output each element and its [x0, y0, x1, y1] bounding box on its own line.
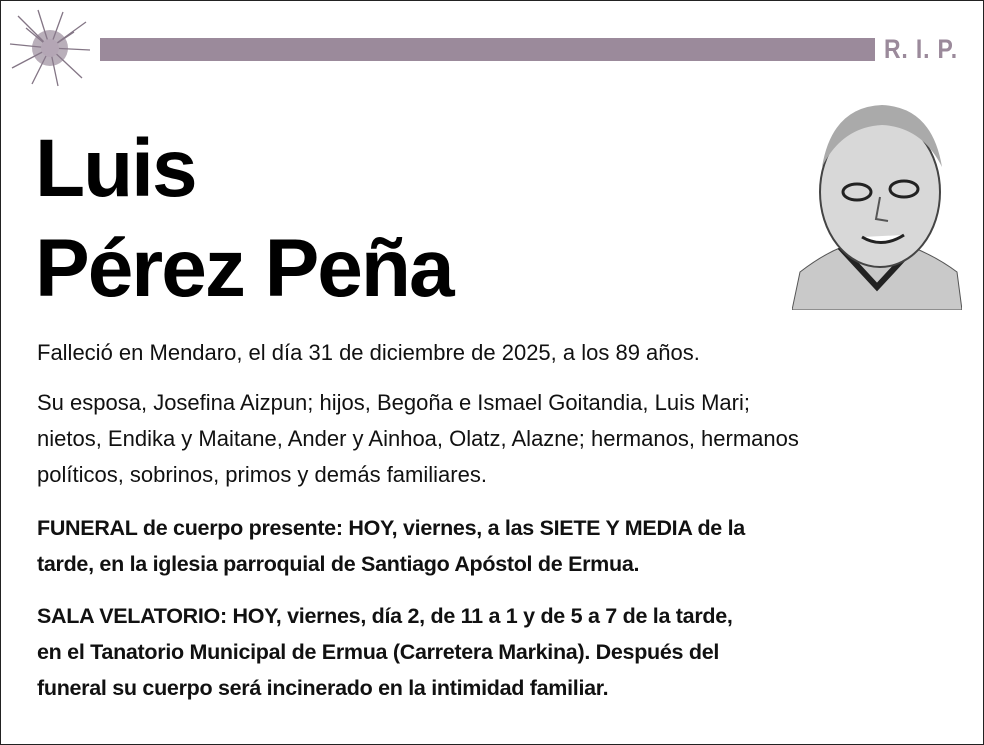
first-name: Luis	[35, 123, 196, 214]
text-line: funeral su cuerpo será incinerado en la intimidad familiar.	[37, 676, 609, 700]
header-bar	[100, 38, 875, 61]
text-line: en el Tanatorio Municipal de Ermua (Carretera Markina). Después del	[37, 640, 720, 664]
wake-info	[37, 598, 733, 706]
text-line: tarde, en la iglesia parroquial de Santiago Apóstol de Ermua.	[37, 552, 640, 576]
text-line: políticos, sobrinos, primos y demás familiares.	[37, 462, 487, 487]
portrait-photo	[792, 97, 962, 310]
surnames: Pérez Peña	[35, 223, 453, 314]
text-line: Su esposa, Josefina Aizpun; hijos, Begoña e Ismael Goitandia, Luis Mari;	[37, 390, 750, 415]
funeral-info	[37, 510, 745, 582]
floral-emblem-icon	[8, 8, 92, 88]
death-notice	[37, 335, 700, 371]
text-line: FUNERAL de cuerpo presente: HOY, viernes, a las SIETE Y MEDIA de la	[37, 516, 745, 540]
text-line: nietos, Endika y Maitane, Ander y Ainhoa, Olatz, Alazne; hermanos, hermanos	[37, 426, 799, 451]
family-list	[37, 385, 799, 493]
text-line: Falleció en Mendaro, el día 31 de diciembre de 2025, a los 89 años.	[37, 340, 700, 365]
rip-label: R. I. P.	[884, 34, 958, 64]
text-line: SALA VELATORIO: HOY, viernes, día 2, de 11 a 1 y de 5 a 7 de la tarde,	[37, 604, 733, 628]
